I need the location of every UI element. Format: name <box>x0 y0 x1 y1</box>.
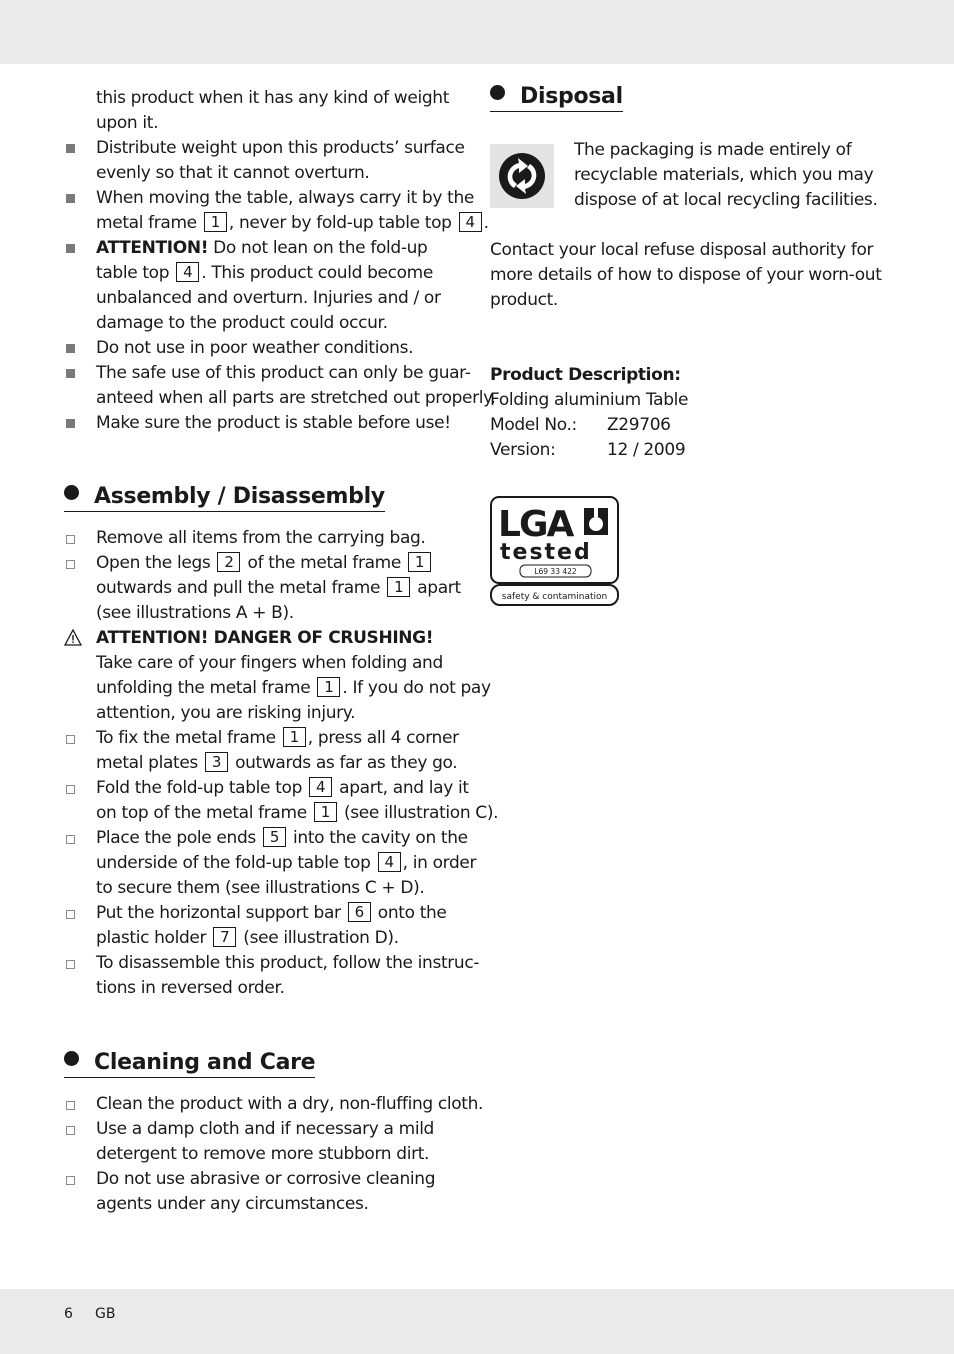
language-code: GB <box>95 1306 116 1322</box>
list-item <box>64 726 464 776</box>
part-number-box: 3 <box>205 752 228 772</box>
text-line: detergent to remove more stubborn dirt. <box>96 1144 430 1164</box>
square-bullet-icon <box>64 336 96 355</box>
square-bullet-icon <box>64 236 96 255</box>
checkbox-bullet-icon <box>64 901 96 920</box>
lga-tested-text: tested <box>500 540 592 565</box>
checkbox-bullet-icon <box>64 826 96 845</box>
text-line: anteed when all parts are stretched out properly. <box>96 388 496 408</box>
model-value: Z29706 <box>607 415 671 435</box>
part-number-box: 1 <box>387 577 410 597</box>
packaging-text <box>574 138 894 213</box>
product-description <box>490 363 890 463</box>
square-bullet-icon <box>64 186 96 205</box>
text-line: dispose of at local recycling facilities. <box>574 190 878 210</box>
text-span: outwards and pull the metal frame <box>96 578 381 598</box>
text-line <box>96 926 464 951</box>
text-span: of the metal frame <box>247 553 401 573</box>
part-number-box: 2 <box>217 552 240 572</box>
list-item <box>64 361 496 411</box>
contact-text <box>490 238 890 313</box>
part-number-box: 4 <box>378 852 401 872</box>
checkbox-bullet-icon <box>64 951 96 970</box>
list-item <box>64 826 477 901</box>
header-bar <box>0 0 954 64</box>
part-number-box: 5 <box>263 827 286 847</box>
text-span: . If you do not pay <box>342 678 491 698</box>
page-number: 6 <box>64 1306 73 1322</box>
text-line: agents under any circumstances. <box>96 1194 369 1214</box>
list-item <box>64 951 480 1001</box>
part-number-box: 1 <box>317 677 340 697</box>
text-span: , in order <box>402 853 477 873</box>
crushing-warning-title: ATTENTION! DANGER OF CRUSHING! <box>96 628 434 648</box>
text-line: damage to the product could occur. <box>96 313 388 333</box>
text-line <box>96 901 464 926</box>
text-line: (see illustrations A + B). <box>96 603 294 623</box>
text-line <box>490 363 890 388</box>
list-item <box>64 336 464 361</box>
lga-caption-text: safety & contamination <box>501 592 608 602</box>
checkbox-bullet-icon <box>64 776 96 795</box>
text-line <box>96 776 469 801</box>
text-line <box>96 676 491 701</box>
right-column <box>490 84 890 602</box>
assembly-heading <box>64 484 385 512</box>
checkbox-bullet-icon <box>64 1117 96 1136</box>
part-number-box: 1 <box>314 802 337 822</box>
text-span: table top <box>96 263 170 283</box>
text-line: attention, you are risking injury. <box>96 703 356 723</box>
text-line: Use a damp cloth and if necessary a mild <box>96 1119 435 1139</box>
text-line <box>96 726 464 751</box>
text-line <box>96 851 477 876</box>
text-line: Do not use in poor weather conditions. <box>96 338 414 358</box>
list-item <box>64 1167 464 1217</box>
model-label: Model No.: <box>490 415 577 435</box>
lga-brand-text: LGA <box>498 504 573 545</box>
text-span: outwards as far as they go. <box>235 753 458 773</box>
part-number-box: 4 <box>176 262 199 282</box>
version-label: Version: <box>490 440 556 460</box>
part-number-box: 4 <box>309 777 332 797</box>
text-line: To disassemble this product, follow the instruc- <box>96 953 480 973</box>
text-span: Open the legs <box>96 553 211 573</box>
disposal-heading <box>490 84 623 112</box>
text-line <box>96 801 499 826</box>
checkbox-bullet-icon <box>64 1092 96 1111</box>
checkbox-bullet-icon <box>64 1167 96 1186</box>
heading-text: Cleaning and Care <box>94 1050 316 1075</box>
list-item <box>64 1092 484 1117</box>
text-span: (see illustration D). <box>243 928 399 948</box>
list-item <box>64 901 464 951</box>
text-line: more details of how to dispose of your worn-out <box>490 265 882 285</box>
text-line <box>96 626 464 651</box>
square-bullet-icon <box>64 361 96 380</box>
list-item <box>64 626 491 726</box>
text-line <box>96 211 489 236</box>
text-line: product. <box>490 290 558 310</box>
text-span: unfolding the metal frame <box>96 678 311 698</box>
list-item <box>64 776 499 826</box>
text-span: . <box>483 213 489 233</box>
text-span: apart <box>417 578 461 598</box>
part-number-box: 7 <box>213 927 236 947</box>
text-span: Place the pole ends <box>96 828 256 848</box>
text-span: Do not lean on the fold-up <box>208 238 428 258</box>
text-line: The packaging is made entirely of <box>574 140 852 160</box>
list-item <box>64 1117 464 1167</box>
text-span: Put the horizontal support bar <box>96 903 341 923</box>
left-column <box>64 86 499 1217</box>
product-description-label: Product Description: <box>490 365 681 385</box>
version-row <box>490 438 890 463</box>
text-line: Take care of your fingers when folding and <box>96 653 443 673</box>
recycle-icon <box>490 144 554 208</box>
text-line: Distribute weight upon this products’ surface <box>96 138 465 158</box>
list-item <box>64 526 464 551</box>
text-line <box>96 236 464 261</box>
text-line <box>96 826 468 851</box>
list-item <box>64 551 464 626</box>
heading-text: Disposal <box>520 84 623 109</box>
list-item <box>64 86 464 136</box>
list-item <box>64 136 464 186</box>
text-line: this product when it has any kind of weight <box>96 88 450 108</box>
list-item <box>64 236 464 336</box>
part-number-box: 1 <box>204 212 227 232</box>
text-line: evenly so that it cannot overturn. <box>96 163 370 183</box>
text-line: unbalanced and overturn. Injuries and / or <box>96 288 441 308</box>
text-span: metal plates <box>96 753 198 773</box>
text-span: , press all 4 corner <box>307 728 459 748</box>
text-span: , never by fold-up table top <box>228 213 452 233</box>
text-line: Contact your local refuse disposal authority for <box>490 240 874 260</box>
text-span: (see illustration C). <box>343 803 499 823</box>
part-number-box: 4 <box>459 212 482 232</box>
text-span: . This product could become <box>201 263 433 283</box>
text-span: on top of the metal frame <box>96 803 307 823</box>
checkbox-bullet-icon <box>64 526 96 545</box>
text-line: Remove all items from the carrying bag. <box>96 528 426 548</box>
text-span: To fix the metal frame <box>96 728 276 748</box>
text-line <box>96 261 464 286</box>
part-number-box: 6 <box>348 902 371 922</box>
model-row <box>490 413 890 438</box>
checkbox-bullet-icon <box>64 551 96 570</box>
heading-dot-icon <box>64 1051 79 1066</box>
text-line: Make sure the product is stable before use! <box>96 413 451 433</box>
attention-label: ATTENTION! <box>96 238 209 258</box>
text-span: into the cavity on the <box>293 828 468 848</box>
text-span: plastic holder <box>96 928 207 948</box>
text-line <box>96 576 464 601</box>
text-span: Fold the fold-up table top <box>96 778 303 798</box>
part-number-box: 1 <box>283 727 306 747</box>
part-number-box: 1 <box>408 552 431 572</box>
lga-tested-logo <box>490 496 620 608</box>
text-line <box>96 751 464 776</box>
text-span: apart, and lay it <box>339 778 469 798</box>
heading-text: Assembly / Disassembly <box>94 484 385 509</box>
text-line: The safe use of this product can only be guar- <box>96 363 471 383</box>
version-value: 12 / 2009 <box>607 440 686 460</box>
square-bullet-icon <box>64 411 96 430</box>
text-line: Clean the product with a dry, non-fluffing cloth. <box>96 1094 484 1114</box>
list-item <box>64 411 464 436</box>
checkbox-bullet-icon <box>64 726 96 745</box>
warning-triangle-icon <box>64 626 96 646</box>
text-span: underside of the fold-up table top <box>96 853 371 873</box>
text-line: recyclable materials, which you may <box>574 165 874 185</box>
text-line: upon it. <box>96 113 159 133</box>
footer-bar <box>0 1289 954 1354</box>
cleaning-heading <box>64 1050 315 1078</box>
heading-dot-icon <box>490 85 505 100</box>
heading-dot-icon <box>64 485 79 500</box>
text-line: Do not use abrasive or corrosive cleaning <box>96 1169 436 1189</box>
list-item <box>64 186 489 236</box>
lga-number-text: L69 33 422 <box>534 567 577 576</box>
product-name: Folding aluminium Table <box>490 390 689 410</box>
text-span: onto the <box>377 903 447 923</box>
text-span: metal frame <box>96 213 197 233</box>
text-line: When moving the table, always carry it by the <box>96 188 474 208</box>
text-line <box>96 551 464 576</box>
text-line: to secure them (see illustrations C + D). <box>96 878 425 898</box>
text-line: tions in reversed order. <box>96 978 285 998</box>
square-bullet-icon <box>64 136 96 155</box>
